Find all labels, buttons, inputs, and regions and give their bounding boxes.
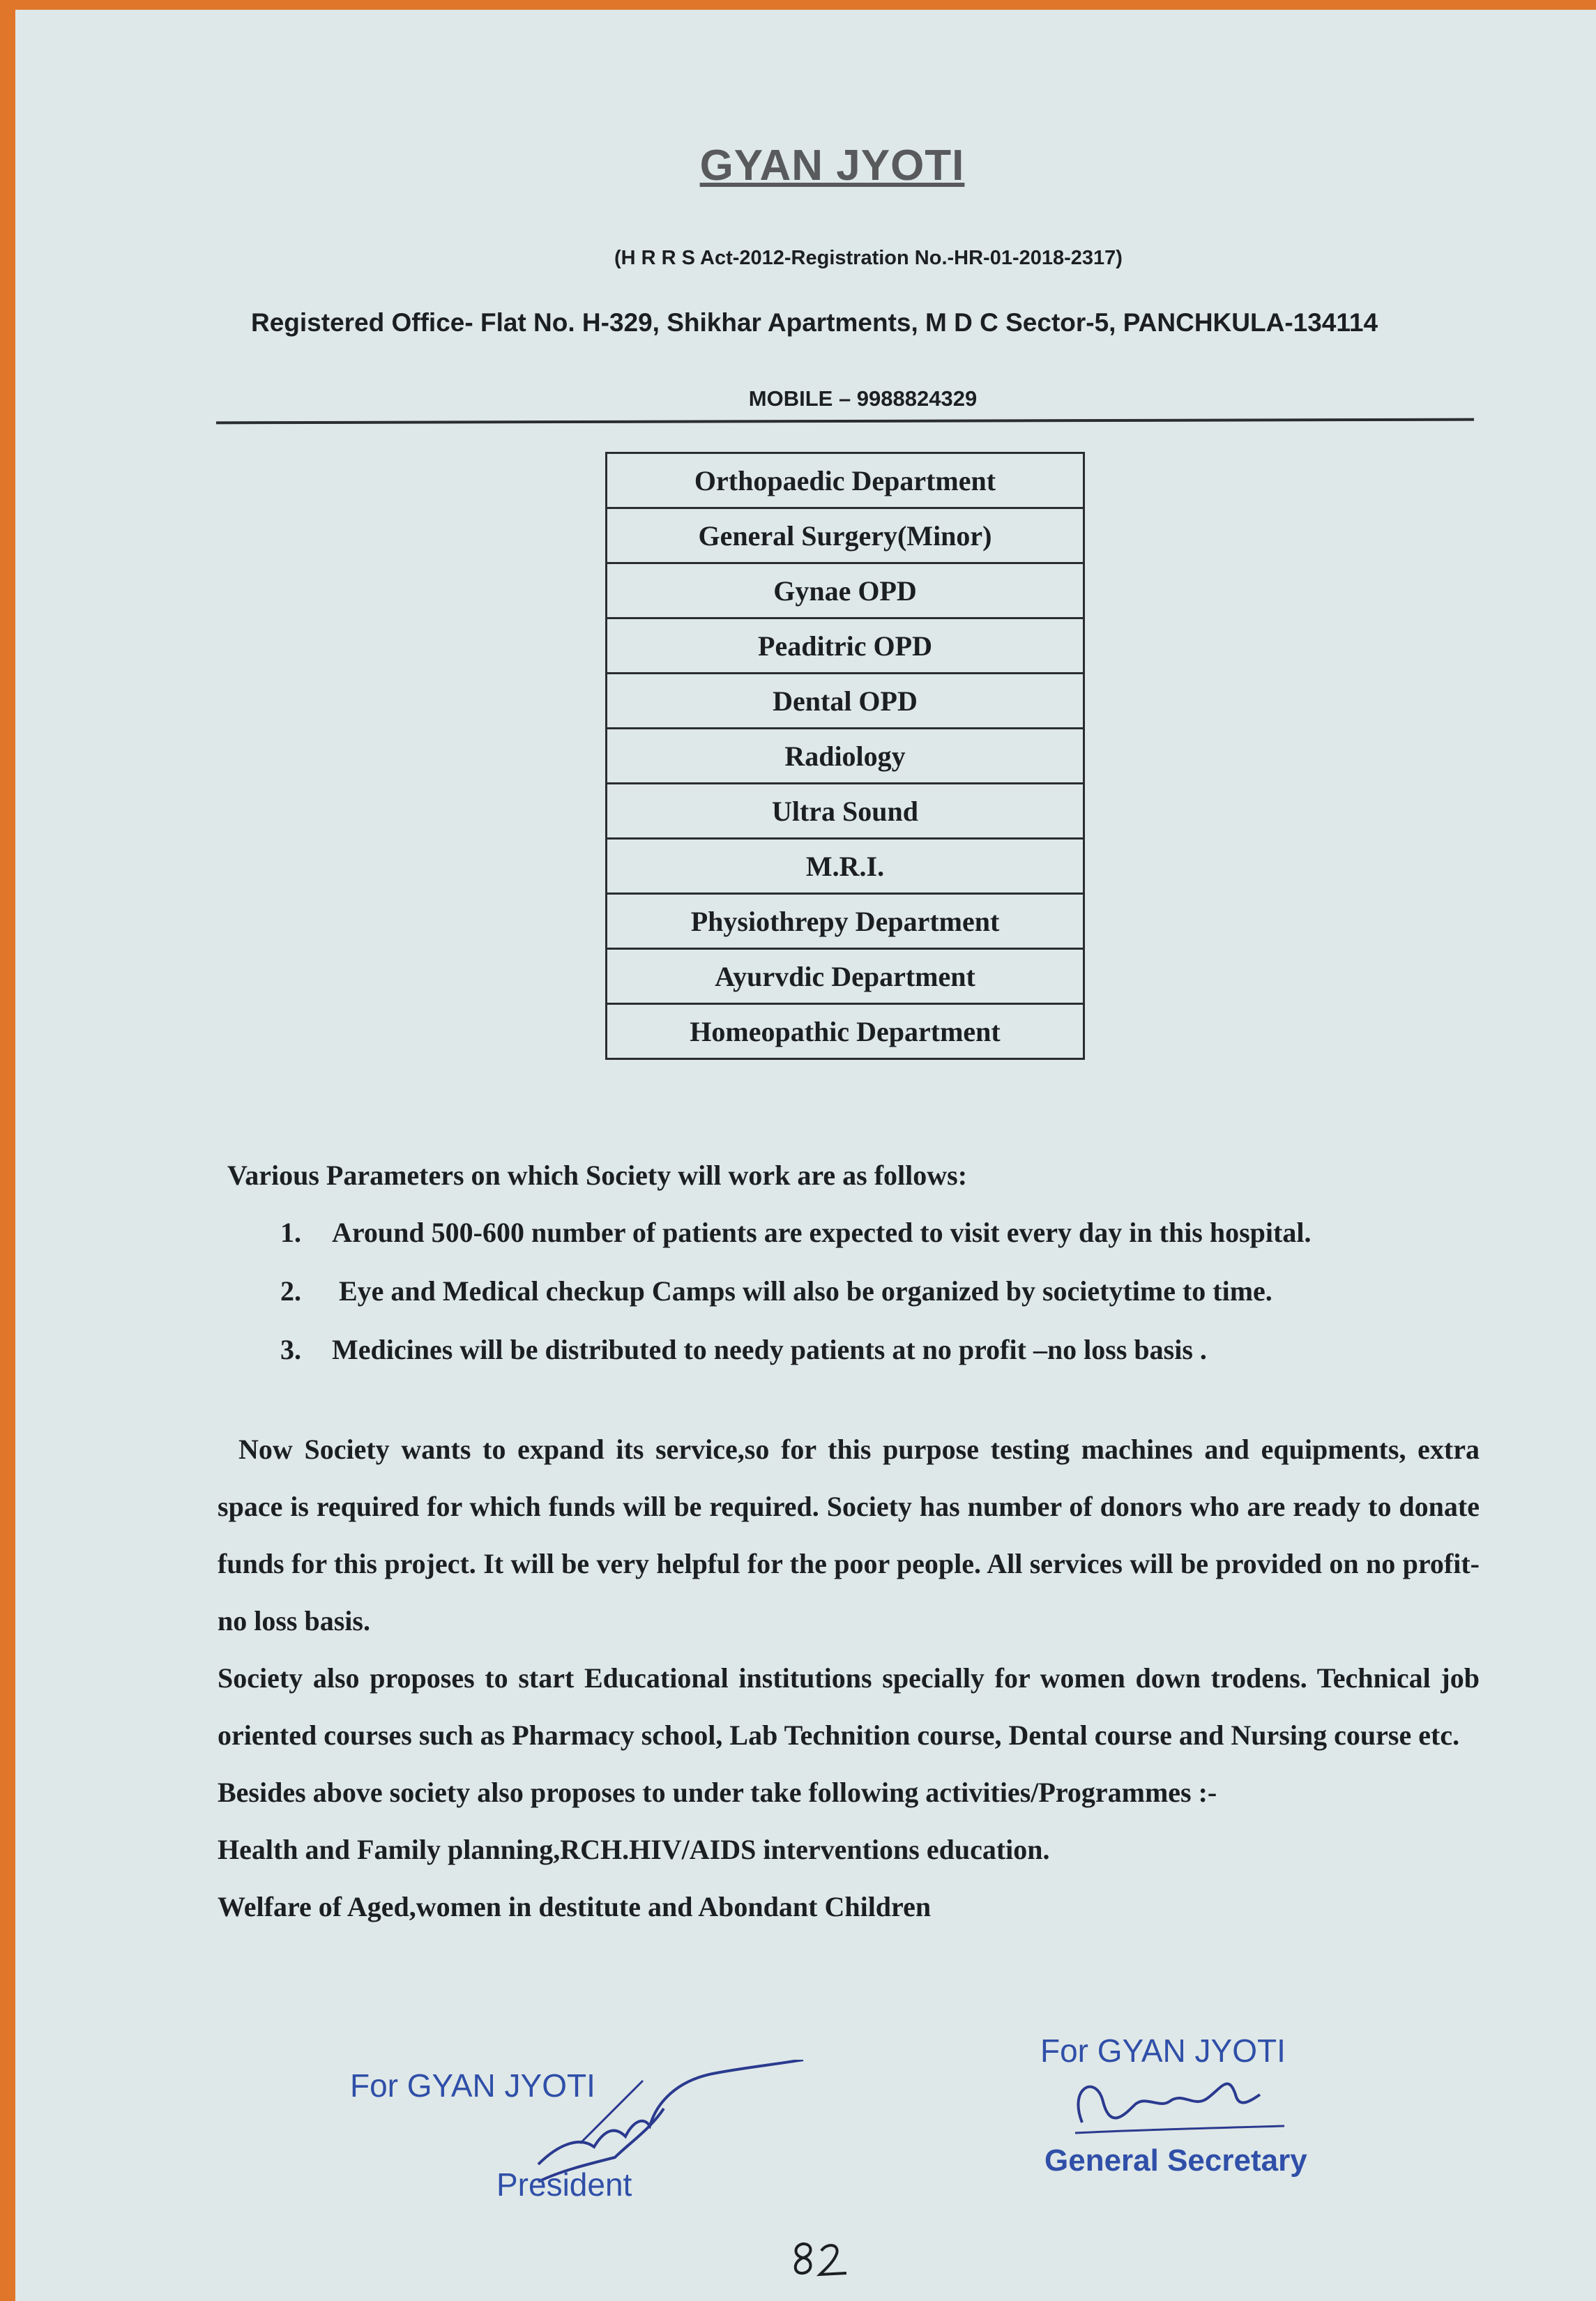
department-cell: M.R.I. <box>607 839 1084 894</box>
table-row <box>607 563 1084 618</box>
welfare-line: Welfare of Aged,women in destitute and Abondant Children <box>218 1891 932 1922</box>
table-row <box>607 784 1084 839</box>
departments-table <box>605 452 1085 1060</box>
department-cell: Dental OPD <box>607 674 1084 729</box>
expand-paragraph: Now Society wants to expand its service,so for this purpose testing machines and equipments, extra space is required for which funds will be required. Society has number of donors who are ready to donate funds for this project. It will be very helpful for the poor people. All services will be provided on no profit-no loss basis. <box>218 1434 1480 1636</box>
table-row <box>607 618 1084 674</box>
table-row <box>607 508 1084 563</box>
table-row <box>607 894 1084 949</box>
body-section <box>218 1421 1480 1936</box>
department-cell: Ultra Sound <box>607 784 1084 839</box>
office-address: Registered Office- Flat No. H-329, Shikhar Apartments, M D C Sector-5, PANCHKULA-134114 <box>251 308 1378 337</box>
item-text: Around 500-600 number of patients are expected to visit every day in this hospital. <box>332 1217 1312 1248</box>
list-item <box>280 1262 1311 1321</box>
list-item <box>280 1321 1311 1379</box>
document-page <box>15 10 1596 2301</box>
table-row <box>607 1004 1084 1059</box>
department-cell: Orthopaedic Department <box>607 453 1084 508</box>
parameters-list <box>280 1203 1311 1379</box>
item-number: 1. <box>280 1217 301 1248</box>
list-item <box>280 1203 1311 1262</box>
registration-line: (H R R S Act-2012-Registration No.-HR-01-2018-2317) <box>614 247 1123 269</box>
item-number: 2. <box>280 1275 301 1307</box>
president-stamp-role: President <box>496 2166 632 2203</box>
president-stamp-title: For GYAN JYOTI <box>350 2067 595 2104</box>
secretary-stamp-title: For GYAN JYOTI <box>1040 2033 1286 2069</box>
department-cell: General Surgery(Minor) <box>607 508 1084 563</box>
org-title: GYAN JYOTI <box>699 142 965 190</box>
item-number: 3. <box>280 1334 301 1365</box>
table-row <box>607 949 1084 1004</box>
table-row <box>607 839 1084 894</box>
secretary-stamp-role: General Secretary <box>1044 2143 1307 2178</box>
mobile-number: MOBILE – 9988824329 <box>748 386 978 411</box>
page-number <box>788 2238 851 2284</box>
department-cell: Ayurvdic Department <box>607 949 1084 1004</box>
health-line: Health and Family planning,RCH.HIV/AIDS interventions education. <box>218 1834 1050 1865</box>
besides-line: Besides above society also proposes to under take following activities/Programmes :- <box>218 1777 1217 1808</box>
department-cell: Gynae OPD <box>607 563 1084 618</box>
handwritten-page-number <box>788 2238 851 2280</box>
item-text: Eye and Medical checkup Camps will also be organized by societytime to time. <box>332 1275 1272 1307</box>
department-cell: Radiology <box>607 729 1084 784</box>
secretary-signature-block <box>1019 2032 1382 2199</box>
department-cell: Homeopathic Department <box>607 1004 1084 1059</box>
parameters-intro: Various Parameters on which Society will work are as follows: <box>227 1160 968 1191</box>
table-row <box>607 674 1084 729</box>
table-row <box>607 453 1084 508</box>
president-signature-block <box>350 2060 852 2220</box>
item-text: Medicines will be distributed to needy patients at no profit –no loss basis . <box>332 1334 1207 1365</box>
department-cell: Peaditric OPD <box>607 618 1084 674</box>
table-row <box>607 729 1084 784</box>
education-paragraph: Society also proposes to start Educational institutions specially for women down trodens. Technical job oriented courses such as Pharmacy school, Lab Technition course, Dental course and Nursing course etc. <box>218 1662 1480 1751</box>
department-cell: Physiothrepy Department <box>607 894 1084 949</box>
header-divider <box>216 418 1474 425</box>
